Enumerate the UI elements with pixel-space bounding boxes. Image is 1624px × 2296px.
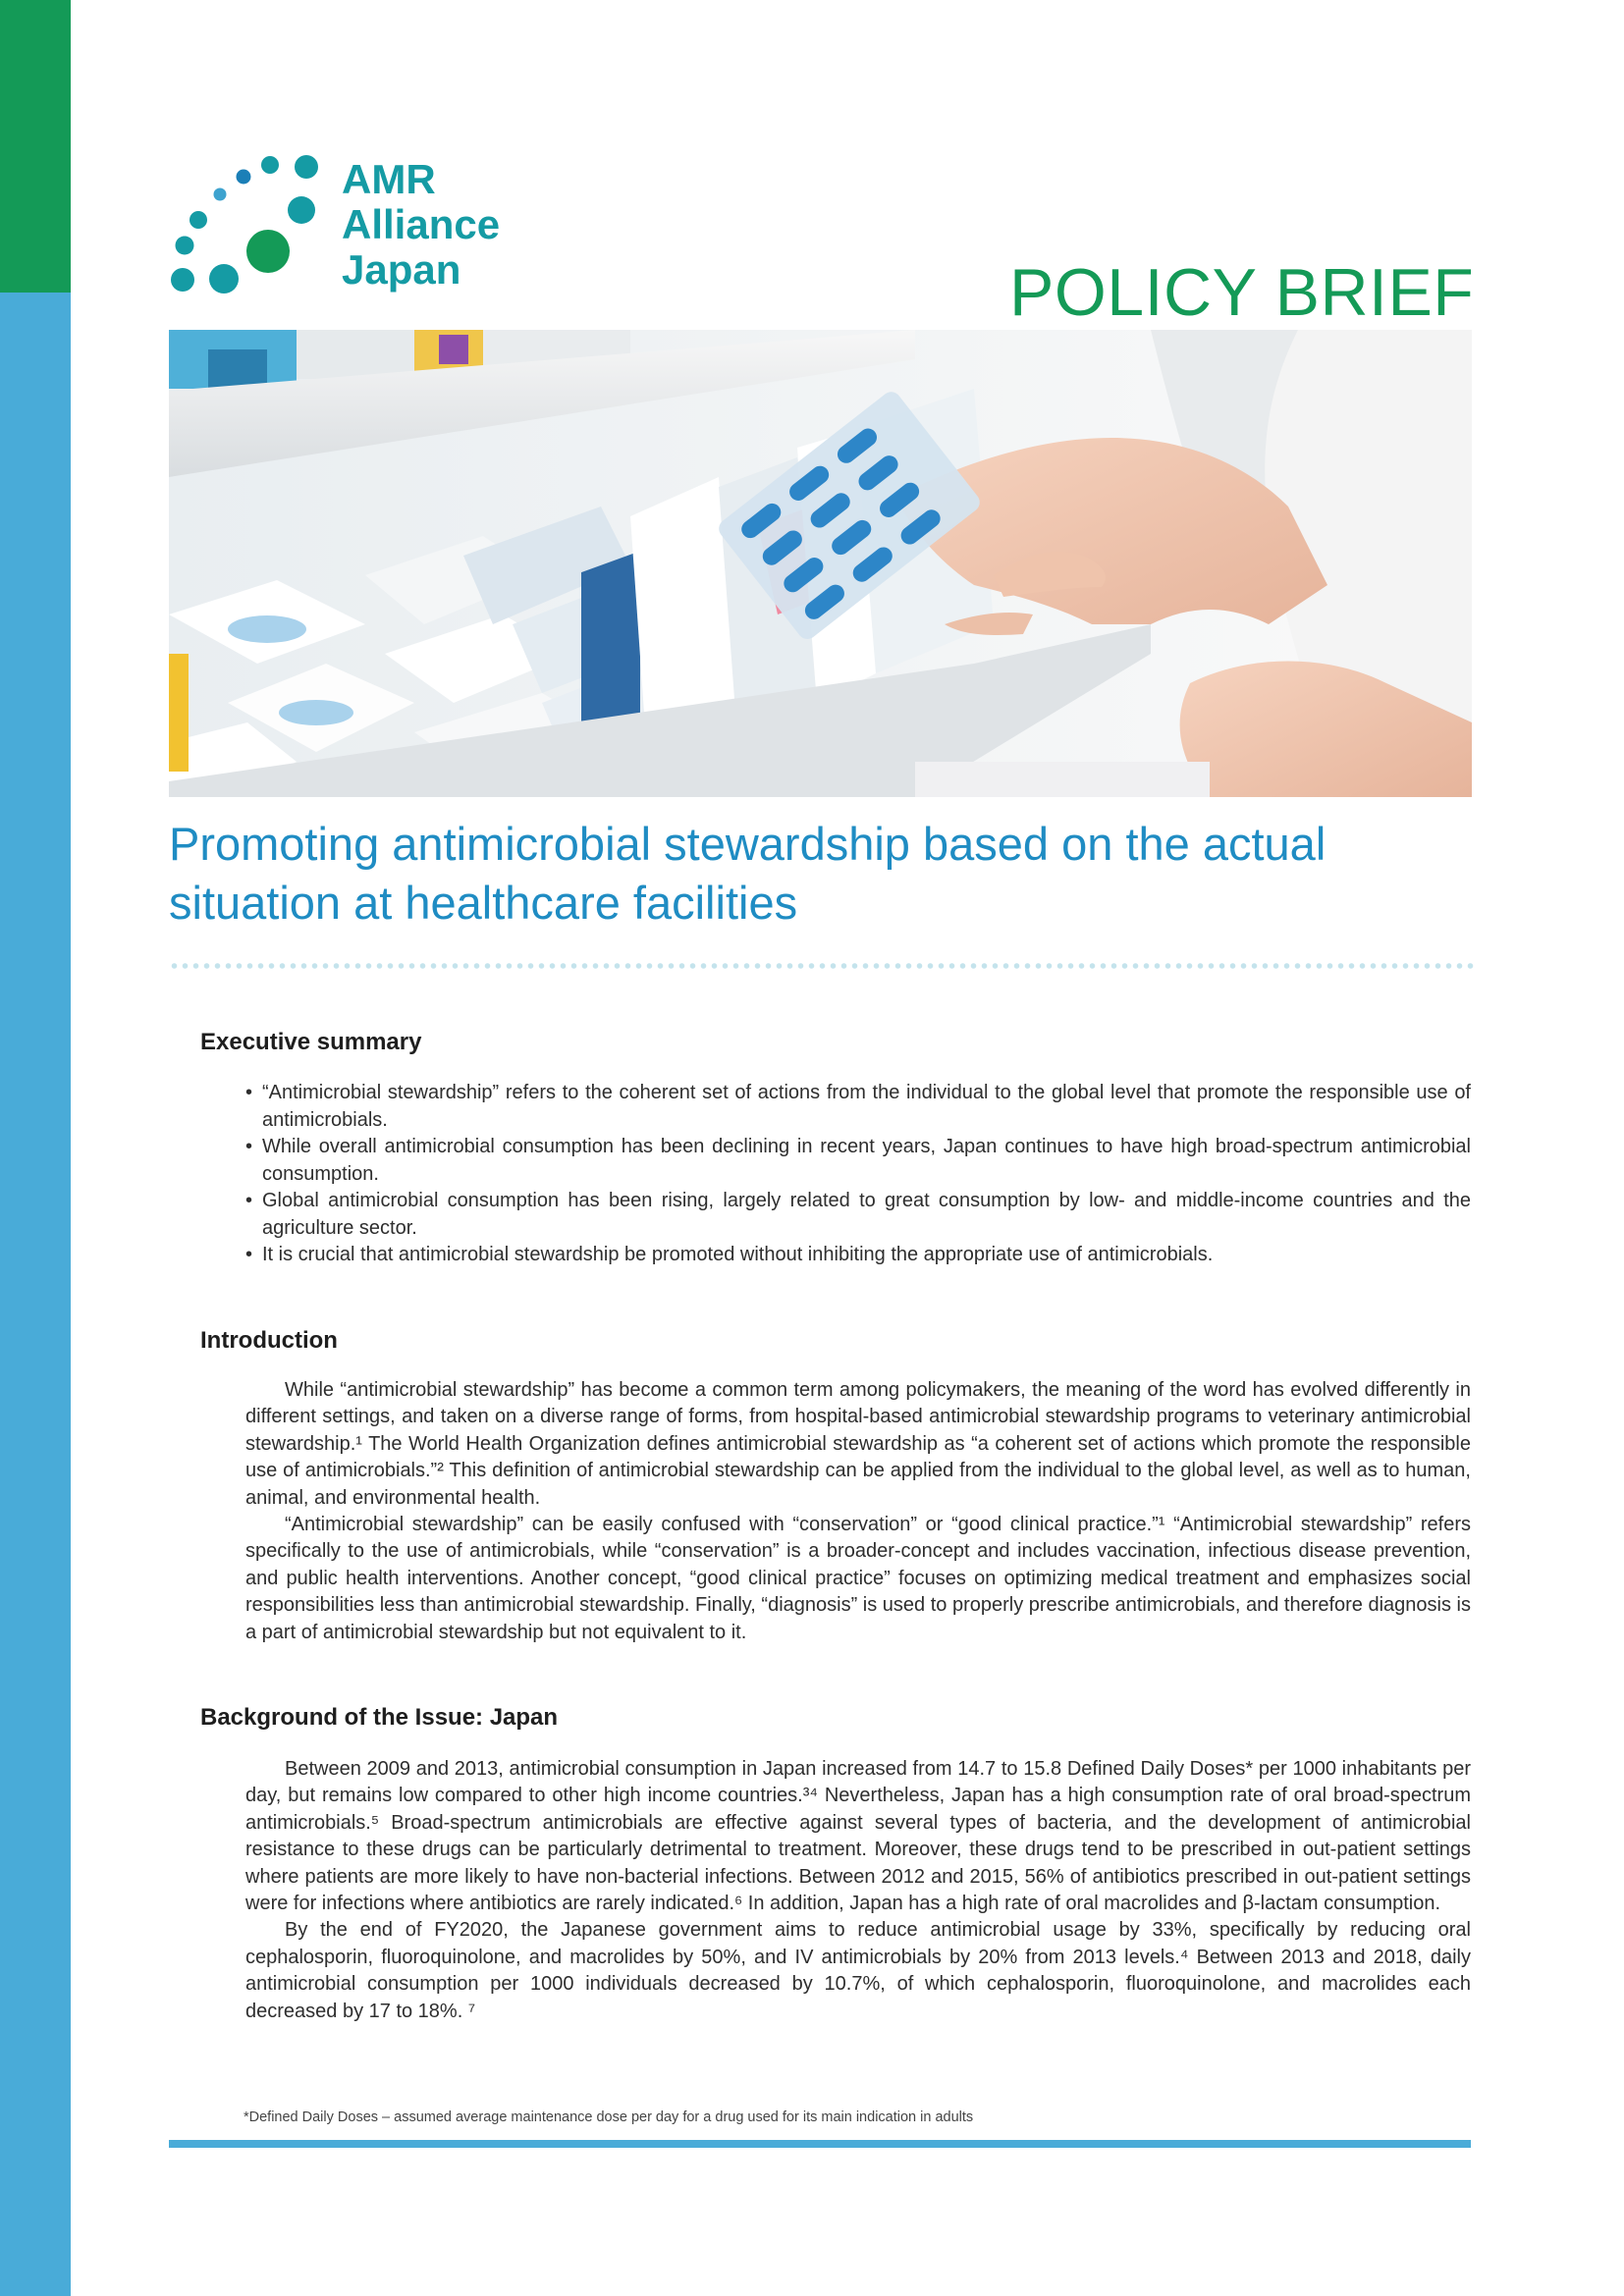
footnote: *Defined Daily Doses – assumed average maintenance dose per day for a drug used for its main indication in adults bbox=[244, 2109, 974, 2125]
introduction-body bbox=[245, 1377, 1471, 1646]
page-title: Promoting antimicrobial stewardship based on the actual situation at healthcare facilities bbox=[169, 818, 1326, 929]
executive-summary-heading: Executive summary bbox=[200, 1029, 422, 1055]
logo-line-japan: Japan bbox=[342, 246, 461, 293]
hero-photo-pharmacy bbox=[169, 330, 1472, 797]
logo-text bbox=[342, 157, 500, 293]
list-item: • It is crucial that antimicrobial stewardship be promoted without inhibiting the appropriate use of antimicrobials. bbox=[245, 1242, 1471, 1269]
side-band-blue bbox=[0, 293, 71, 2296]
paragraph: Between 2009 and 2013, antimicrobial consumption in Japan increased from 14.7 to 15.8 Defined Daily Doses* per 1000 inhabitants per day, but remains low compared to other high income countries.³⁴ Nevertheless, Japan has a high consumption rate of oral broad-spectrum antimicrobials.⁵ Broad-spectrum antimicrobials are effective against several types of bacteria, and the development of antimicrobial resistance to these drugs can be particularly detrimental to treatment. Moreover, these drugs tend to be prescribed in out-patient settings where patients are more likely to have non-bacterial infections. Between 2012 and 2015, 56% of antibiotics prescribed in out-patient settings were for infections where antibiotics are rarely indicated.⁶ In addition, Japan has a high rate of oral macrolides and β-lactam consumption. bbox=[245, 1758, 1471, 1915]
paragraph: “Antimicrobial stewardship” can be easily confused with “conservation” or “good clinical practice.”¹ “Antimicrobial stewardship” refers specifically to the use of antimicrobials, while “conservation” is a broader-concept and includes vaccination, infectious disease prevention, and public health interventions. Another concept, “good clinical practice” focuses on optimizing medical treatment and emphasizes social responsibilities less than antimicrobial stewardship. Finally, “diagnosis” is used to properly prescribe antimicrobials, and therefore diagnosis is a part of antimicrobial stewardship but not equivalent to it. bbox=[245, 1514, 1471, 1643]
paragraph: By the end of FY2020, the Japanese government aims to reduce antimicrobial usage by 33%, specifically by reducing oral cephalosporin, fluoroquinolone, and macrolides by 50%, and IV antimicrobials by 20% from 2013 levels.⁴ Between 2013 and 2018, daily antimicrobial consumption per 1000 individuals decreased by 10.7%, of which cephalosporin, fluoroquinolone, and macrolides each decreased by 17 to 18%. ⁷ bbox=[245, 1919, 1471, 2022]
side-band-green bbox=[0, 0, 71, 293]
logo-line-alliance: Alliance bbox=[342, 201, 501, 247]
list-item: • “Antimicrobial stewardship” refers to the coherent set of actions from the individual to the global level that promote the responsible use of antimicrobials. bbox=[245, 1080, 1471, 1134]
logo-dots-icon bbox=[163, 147, 340, 304]
bottom-rule bbox=[169, 2140, 1471, 2148]
amr-alliance-logo bbox=[163, 147, 516, 304]
pharmacy-shelf-image bbox=[169, 330, 1472, 797]
policy-brief-label: POLICY BRIEF bbox=[1009, 255, 1475, 330]
background-heading: Background of the Issue: Japan bbox=[200, 1704, 559, 1731]
paragraph: While “antimicrobial stewardship” has become a common term among policymakers, the meaning of the word has evolved differently in different settings, and taken on a diverse range of forms, from hospital-based antimicrobial stewardship programs to veterinary antimicrobial stewardship.¹ The World Health Organization defines antimicrobial stewardship as “a coherent set of actions which promote the responsible use of antimicrobials.”² This definition of antimicrobial stewardship can be applied from the individual to the global level, as well as to human, animal, and environmental health. bbox=[245, 1379, 1471, 1509]
background-body bbox=[245, 1756, 1471, 2025]
logo-line-amr: AMR bbox=[342, 156, 436, 202]
list-item: • While overall antimicrobial consumption has been declining in recent years, Japan continues to have high broad-spectrum antimicrobial consumption. bbox=[245, 1134, 1471, 1188]
list-item: • Global antimicrobial consumption has been rising, largely related to great consumption by low- and middle-income countries and the agriculture sector. bbox=[245, 1188, 1471, 1242]
introduction-heading: Introduction bbox=[200, 1327, 338, 1354]
executive-summary-list bbox=[245, 1080, 1471, 1269]
dotted-divider bbox=[169, 962, 1475, 970]
